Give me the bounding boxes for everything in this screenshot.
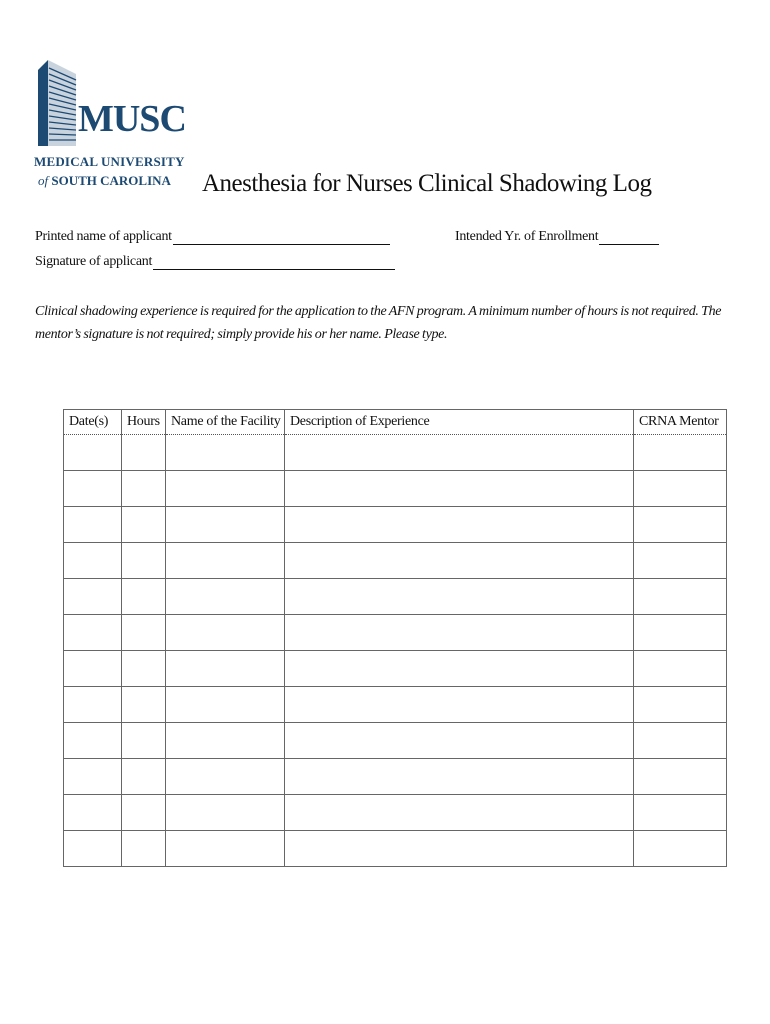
- table-row: [64, 435, 727, 471]
- table-row: [64, 651, 727, 687]
- header-hours: Hours: [122, 410, 166, 435]
- table-header-row: [64, 410, 727, 435]
- cell-crna-mentor[interactable]: [634, 723, 727, 759]
- intended-year-label: Intended Yr. of Enrollment: [455, 229, 599, 244]
- signature-field[interactable]: [35, 254, 395, 270]
- table-row: [64, 579, 727, 615]
- table-row: [64, 723, 727, 759]
- cell-crna-mentor[interactable]: [634, 795, 727, 831]
- table-row: [64, 471, 727, 507]
- table-body: [64, 435, 727, 867]
- cell-description[interactable]: [285, 831, 634, 867]
- signature-line[interactable]: [153, 255, 395, 270]
- signature-label: Signature of applicant: [35, 254, 153, 269]
- header-crna-mentor: CRNA Mentor: [634, 410, 727, 435]
- header-facility: Name of the Facility: [166, 410, 285, 435]
- cell-hours[interactable]: [122, 579, 166, 615]
- cell-crna-mentor[interactable]: [634, 435, 727, 471]
- table-row: [64, 759, 727, 795]
- table-row: [64, 831, 727, 867]
- shadowing-log-table: [63, 409, 727, 867]
- table-row: [64, 615, 727, 651]
- printed-name-label: Printed name of applicant: [35, 229, 172, 244]
- logo-university-line: MEDICAL UNIVERSITY: [34, 154, 185, 169]
- cell-dates[interactable]: [64, 759, 122, 795]
- cell-description[interactable]: [285, 435, 634, 471]
- table-row: [64, 795, 727, 831]
- intended-year-line[interactable]: [599, 230, 659, 245]
- logo-of: of: [38, 173, 49, 188]
- cell-crna-mentor[interactable]: [634, 651, 727, 687]
- cell-crna-mentor[interactable]: [634, 543, 727, 579]
- intended-year-field[interactable]: [455, 229, 659, 245]
- cell-crna-mentor[interactable]: [634, 687, 727, 723]
- cell-dates[interactable]: [64, 795, 122, 831]
- printed-name-field[interactable]: [35, 229, 390, 245]
- cell-crna-mentor[interactable]: [634, 615, 727, 651]
- logo-wordmark: MUSC: [78, 98, 186, 140]
- cell-facility[interactable]: [166, 795, 285, 831]
- musc-logo: [34, 60, 186, 200]
- cell-crna-mentor[interactable]: [634, 471, 727, 507]
- cell-hours[interactable]: [122, 471, 166, 507]
- cell-dates[interactable]: [64, 831, 122, 867]
- table-row: [64, 687, 727, 723]
- cell-description[interactable]: [285, 759, 634, 795]
- cell-description[interactable]: [285, 615, 634, 651]
- cell-facility[interactable]: [166, 759, 285, 795]
- building-logo-icon: [34, 60, 78, 150]
- cell-description[interactable]: [285, 471, 634, 507]
- cell-description[interactable]: [285, 687, 634, 723]
- cell-description[interactable]: [285, 543, 634, 579]
- cell-hours[interactable]: [122, 543, 166, 579]
- cell-dates[interactable]: [64, 579, 122, 615]
- cell-hours[interactable]: [122, 435, 166, 471]
- cell-hours[interactable]: [122, 723, 166, 759]
- cell-dates[interactable]: [64, 615, 122, 651]
- cell-description[interactable]: [285, 579, 634, 615]
- instructions-text: Clinical shadowing experience is required for the application to the AFN program. A minimum number of hours is not required. The mentor’s signature is not required; simply provide his or her name. Please type.: [35, 304, 722, 342]
- cell-dates[interactable]: [64, 471, 122, 507]
- cell-facility[interactable]: [166, 543, 285, 579]
- cell-facility[interactable]: [166, 651, 285, 687]
- cell-description[interactable]: [285, 795, 634, 831]
- cell-hours[interactable]: [122, 507, 166, 543]
- cell-crna-mentor[interactable]: [634, 507, 727, 543]
- printed-name-line[interactable]: [173, 230, 390, 245]
- cell-facility[interactable]: [166, 723, 285, 759]
- cell-hours[interactable]: [122, 615, 166, 651]
- cell-crna-mentor[interactable]: [634, 831, 727, 867]
- cell-description[interactable]: [285, 507, 634, 543]
- cell-facility[interactable]: [166, 507, 285, 543]
- cell-hours[interactable]: [122, 831, 166, 867]
- page-title: Anesthesia for Nurses Clinical Shadowing Log: [202, 170, 652, 197]
- cell-hours[interactable]: [122, 759, 166, 795]
- cell-dates[interactable]: [64, 651, 122, 687]
- cell-dates[interactable]: [64, 687, 122, 723]
- table-row: [64, 543, 727, 579]
- cell-hours[interactable]: [122, 651, 166, 687]
- cell-facility[interactable]: [166, 435, 285, 471]
- cell-facility[interactable]: [166, 471, 285, 507]
- cell-crna-mentor[interactable]: [634, 759, 727, 795]
- header-dates: Date(s): [64, 410, 122, 435]
- logo-state: SOUTH CAROLINA: [51, 173, 171, 188]
- cell-facility[interactable]: [166, 615, 285, 651]
- cell-facility[interactable]: [166, 687, 285, 723]
- cell-description[interactable]: [285, 723, 634, 759]
- cell-dates[interactable]: [64, 543, 122, 579]
- table-row: [64, 507, 727, 543]
- logo-state-line: [38, 173, 171, 189]
- cell-facility[interactable]: [166, 831, 285, 867]
- cell-crna-mentor[interactable]: [634, 579, 727, 615]
- cell-dates[interactable]: [64, 435, 122, 471]
- cell-description[interactable]: [285, 651, 634, 687]
- cell-hours[interactable]: [122, 795, 166, 831]
- cell-dates[interactable]: [64, 507, 122, 543]
- cell-facility[interactable]: [166, 579, 285, 615]
- header-description: Description of Experience: [285, 410, 634, 435]
- cell-dates[interactable]: [64, 723, 122, 759]
- cell-hours[interactable]: [122, 687, 166, 723]
